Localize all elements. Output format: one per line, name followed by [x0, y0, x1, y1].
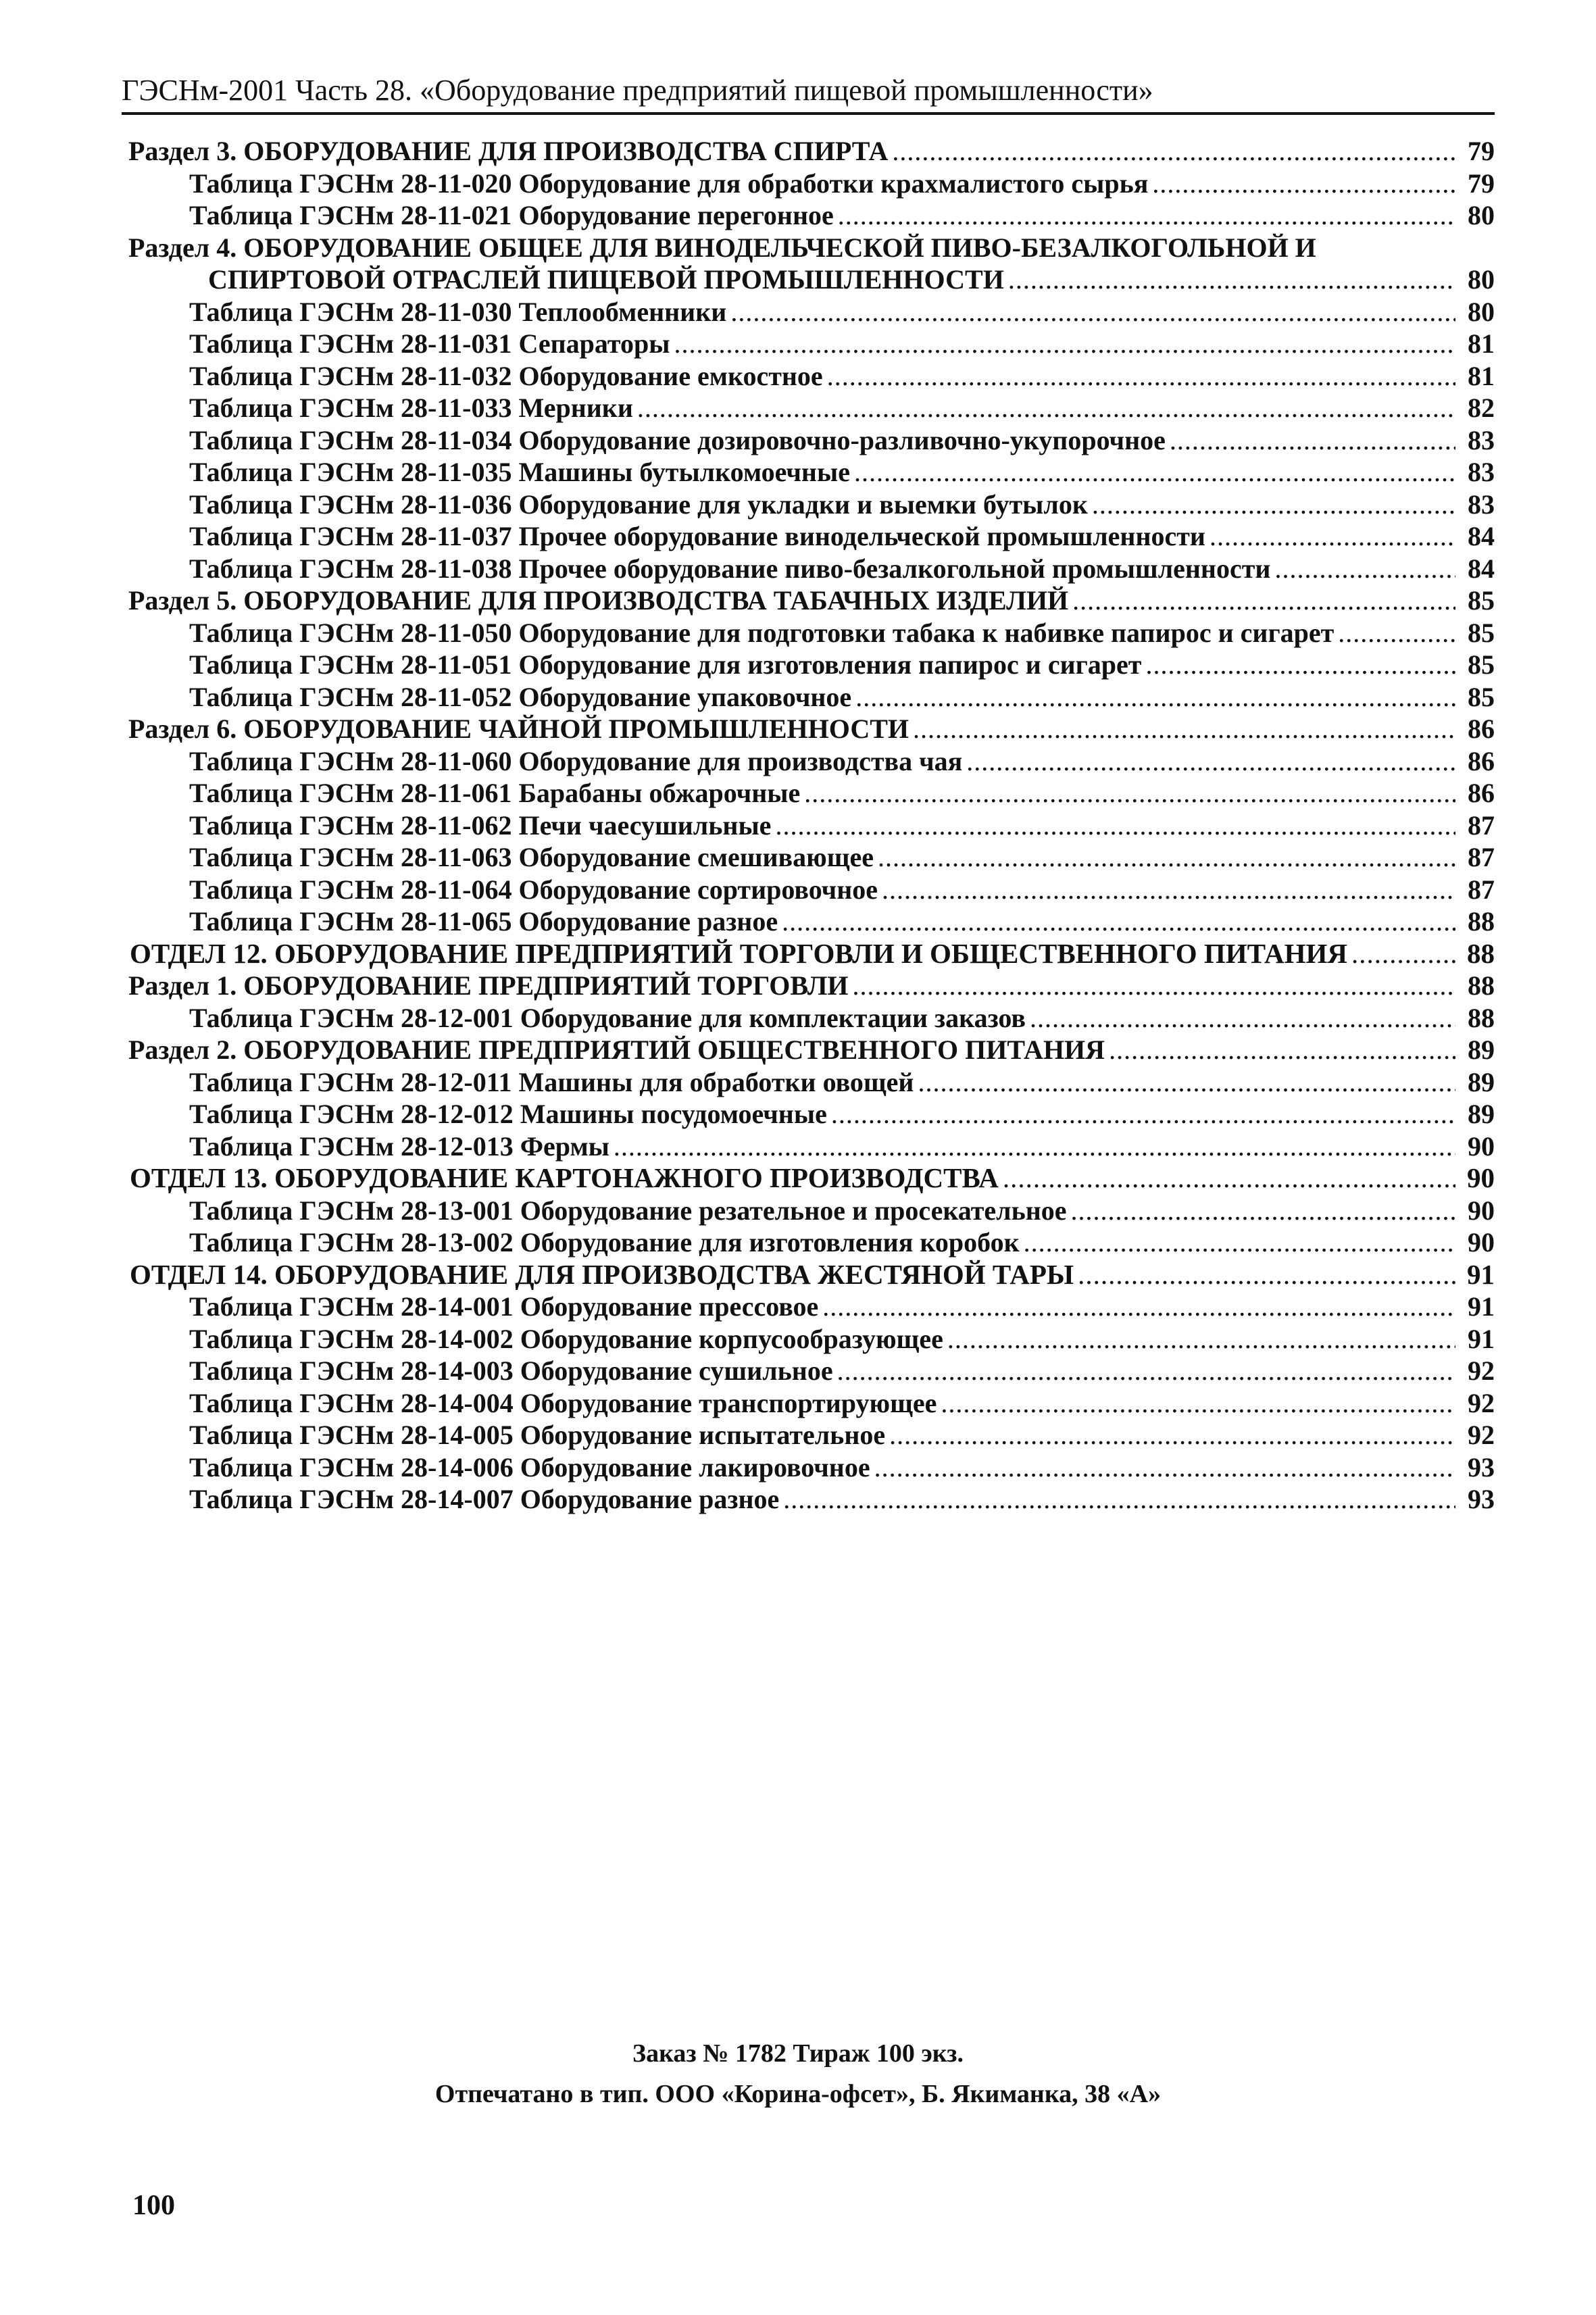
toc-page-number: 91 [1468, 1291, 1495, 1322]
toc-entry-title: Раздел 3. ОБОРУДОВАНИЕ ДЛЯ ПРОИЗВОДСТВА СПИРТА [128, 136, 889, 166]
toc-page-number: 80 [1468, 264, 1495, 295]
toc-entry-title: Раздел 6. ОБОРУДОВАНИЕ ЧАЙНОЙ ПРОМЫШЛЕННОСТИ [128, 714, 909, 744]
toc-page-number: 92 [1468, 1355, 1495, 1386]
toc-page-number: 90 [1468, 1130, 1495, 1162]
leader-dots [854, 456, 1455, 489]
header-rule [122, 112, 1495, 115]
toc-section-entry-line1[interactable]: Раздел 4. ОБОРУДОВАНИЕ ОБЩЕЕ ДЛЯ ВИНОДЕЛЬЧЕСКОЙ ПИВО-БЕЗАЛКОГОЛЬНОЙ И [128, 232, 1316, 263]
toc-page-number: 83 [1468, 489, 1495, 520]
leader-dots [1274, 553, 1455, 585]
toc-table-entry[interactable] [122, 905, 1495, 938]
toc-page-number: 85 [1468, 649, 1495, 680]
print-order-info: Заказ № 1782 Тираж 100 экз. [632, 2039, 964, 2068]
leader-dots [838, 199, 1455, 232]
toc-entry-title: ОТДЕЛ 12. ОБОРУДОВАНИЕ ПРЕДПРИЯТИЙ ТОРГОВЛИ И ОБЩЕСТВЕННОГО ПИТАНИЯ [130, 937, 1347, 969]
toc-entry-title: Таблица ГЭСНм 28-11-037 Прочее оборудование винодельческой промышленности [189, 521, 1205, 551]
toc-section-entry[interactable] [122, 713, 1495, 745]
toc-page-number: 81 [1468, 328, 1495, 359]
toc-page-number: 87 [1468, 810, 1495, 841]
toc-table-entry[interactable] [122, 1387, 1495, 1420]
toc-entry-title: Таблица ГЭСНм 28-13-002 Оборудование для изготовления коробок [189, 1227, 1020, 1258]
toc-entry-title: Таблица ГЭСНм 28-11-030 Теплообменники [189, 296, 727, 327]
toc-entry-title: Таблица ГЭСНм 28-14-007 Оборудование разное [189, 1484, 780, 1514]
toc-page-number: 89 [1468, 1035, 1495, 1065]
toc-table-entry[interactable] [122, 1483, 1495, 1516]
leader-dots [1024, 1226, 1455, 1259]
leader-dots [874, 1451, 1455, 1484]
toc-page-number: 88 [1468, 906, 1495, 937]
leader-dots [1071, 1195, 1455, 1227]
leader-dots [783, 1483, 1455, 1516]
toc-division-entry[interactable] [122, 938, 1495, 970]
printer-info: Отпечатано в тип. ООО «Корина-офсет», Б. Якиманка, 38 «А» [434, 2080, 1162, 2108]
toc-page-number: 89 [1468, 1066, 1495, 1097]
toc-table-entry[interactable] [122, 810, 1495, 842]
toc-entry-title: Таблица ГЭСНм 28-11-036 Оборудование для укладки и выемки бутылок [189, 489, 1088, 520]
leader-dots [1145, 649, 1455, 681]
toc-entry-title: Раздел 1. ОБОРУДОВАНИЕ ПРЕДПРИЯТИЙ ТОРГОВЛИ [128, 970, 849, 1001]
toc-section-entry[interactable] [122, 1034, 1495, 1066]
toc-table-entry[interactable] [122, 649, 1495, 681]
leader-dots [831, 1098, 1455, 1130]
toc-entry-title: Таблица ГЭСНм 28-12-013 Фермы [189, 1130, 609, 1162]
toc-page-number: 82 [1468, 393, 1495, 423]
toc-entry-title: Таблица ГЭСНм 28-12-012 Машины посудомоечные [189, 1099, 827, 1129]
toc-table-entry[interactable] [122, 520, 1495, 553]
toc-division-entry[interactable] [122, 1162, 1495, 1195]
leader-dots [947, 1323, 1455, 1355]
toc-table-entry[interactable] [122, 553, 1495, 585]
toc-entry-title: Таблица ГЭСНм 28-11-061 Барабаны обжарочные [189, 778, 801, 808]
toc-page-number: 84 [1468, 553, 1495, 584]
toc-entry-title: Таблица ГЭСНм 28-11-062 Печи чаесушильные [189, 810, 772, 841]
toc-table-entry[interactable] [122, 424, 1495, 457]
toc-table-entry[interactable] [122, 392, 1495, 424]
toc-page-number: 88 [1468, 1002, 1495, 1033]
toc-table-entry[interactable] [122, 360, 1495, 393]
toc-section-entry-line2[interactable] [122, 264, 1495, 296]
leader-dots [1351, 938, 1455, 970]
leader-dots [855, 681, 1455, 714]
leader-dots [966, 745, 1455, 778]
leader-dots [837, 1355, 1455, 1387]
toc-entry-title: Таблица ГЭСНм 28-11-031 Сепараторы [189, 328, 670, 359]
toc-page-number: 80 [1468, 200, 1495, 230]
leader-dots [1078, 1259, 1455, 1291]
leader-dots [637, 392, 1455, 424]
toc-entry-title: Таблица ГЭСНм 28-11-065 Оборудование разное [189, 906, 778, 937]
toc-page-number: 87 [1468, 874, 1495, 905]
toc-table-entry[interactable] [122, 681, 1495, 714]
leader-dots [1170, 424, 1455, 457]
running-header: ГЭСНм-2001 Часть 28. «Оборудование предприятий пищевой промышленности» [122, 74, 1153, 107]
leader-dots [1003, 1162, 1455, 1195]
leader-dots [853, 970, 1456, 1002]
toc-division-entry[interactable] [122, 1259, 1495, 1291]
leader-dots [804, 777, 1455, 810]
leader-dots [1109, 1034, 1455, 1066]
toc-section-entry[interactable] [122, 970, 1495, 1002]
leader-dots [913, 713, 1455, 745]
toc-table-entry[interactable] [122, 168, 1495, 200]
toc-table-entry[interactable] [122, 841, 1495, 874]
toc-table-entry[interactable] [122, 1419, 1495, 1451]
leader-dots [822, 1291, 1455, 1323]
toc-table-entry[interactable] [122, 874, 1495, 906]
toc-section-entry[interactable] [122, 584, 1495, 617]
toc-table-entry[interactable] [122, 1451, 1495, 1484]
leader-dots [892, 135, 1455, 168]
toc-table-entry[interactable] [122, 1323, 1495, 1355]
toc-table-entry[interactable] [122, 1066, 1495, 1099]
toc-table-entry[interactable] [122, 1355, 1495, 1387]
toc-entry-title: Таблица ГЭСНм 28-13-001 Оборудование резательное и просекательное [189, 1195, 1067, 1226]
toc-page-number: 92 [1468, 1387, 1495, 1418]
toc-page-number: 90 [1468, 1227, 1495, 1258]
leader-dots [730, 296, 1455, 328]
toc-table-entry[interactable] [122, 1098, 1495, 1130]
toc-table-entry[interactable] [122, 617, 1495, 649]
toc-entry-title: Таблица ГЭСНм 28-11-052 Оборудование упаковочное [189, 681, 852, 712]
toc-page-number: 86 [1468, 778, 1495, 808]
toc-entry-title: Таблица ГЭСНм 28-14-004 Оборудование транспортирующее [189, 1387, 937, 1418]
leader-dots [1030, 1002, 1455, 1035]
toc-entry-title: Таблица ГЭСНм 28-11-064 Оборудование сортировочное [189, 874, 878, 905]
toc-entry-title: Таблица ГЭСНм 28-11-034 Оборудование дозировочно-разливочно-укупорочное [189, 424, 1166, 455]
toc-page-number: 80 [1468, 296, 1495, 327]
toc-entry-title: Таблица ГЭСНм 28-11-051 Оборудование для изготовления папирос и сигарет [189, 649, 1142, 680]
leader-dots [1008, 264, 1455, 296]
toc-table-entry[interactable] [122, 777, 1495, 810]
toc-table-entry[interactable] [122, 199, 1495, 232]
toc-table-entry[interactable] [122, 1002, 1495, 1035]
leader-dots [1092, 489, 1455, 521]
toc-entry-title: Таблица ГЭСНм 28-11-033 Мерники [189, 393, 633, 423]
toc-page-number: 79 [1468, 136, 1495, 166]
toc-entry-title: Раздел 2. ОБОРУДОВАНИЕ ПРЕДПРИЯТИЙ ОБЩЕСТВЕННОГО ПИТАНИЯ [128, 1035, 1105, 1065]
toc-page-number: 81 [1468, 360, 1495, 391]
toc-table-entry[interactable] [122, 745, 1495, 778]
toc-table-entry[interactable] [122, 1195, 1495, 1227]
toc-entry-title: Раздел 5. ОБОРУДОВАНИЕ ДЛЯ ПРОИЗВОДСТВА ТАБАЧНЫХ ИЗДЕЛИЙ [128, 585, 1069, 616]
toc-page-number: 85 [1468, 585, 1495, 616]
toc-page-number: 84 [1468, 521, 1495, 551]
toc-entry-title: Таблица ГЭСНм 28-11-032 Оборудование емкостное [189, 360, 823, 391]
toc-entry-title: Таблица ГЭСНм 28-11-050 Оборудование для подготовки табака к набивке папирос и сигарет [189, 617, 1335, 648]
page-number: 100 [132, 2190, 175, 2221]
toc-page-number: 92 [1468, 1420, 1495, 1450]
toc-table-entry[interactable] [122, 296, 1495, 328]
toc-page-number: 86 [1468, 714, 1495, 744]
toc-entry-title: Таблица ГЭСНм 28-11-021 Оборудование перегонное [189, 200, 834, 230]
toc-page-number: 83 [1468, 457, 1495, 487]
toc-page-number: 89 [1468, 1099, 1495, 1129]
leader-dots [1210, 520, 1455, 553]
toc-entry-title: Таблица ГЭСНм 28-14-001 Оборудование прессовое [189, 1291, 819, 1322]
toc-page-number: 90 [1467, 1162, 1495, 1193]
toc-table-entry[interactable] [122, 1291, 1495, 1323]
leader-dots [775, 810, 1455, 842]
toc-entry-title: Таблица ГЭСНм 28-14-003 Оборудование сушильное [189, 1355, 833, 1386]
leader-dots [614, 1130, 1455, 1163]
toc-table-entry[interactable] [122, 1226, 1495, 1259]
leader-dots [1072, 584, 1455, 617]
toc-page-number: 93 [1468, 1484, 1495, 1514]
toc-entry-title: ОТДЕЛ 13. ОБОРУДОВАНИЕ КАРТОНАЖНОГО ПРОИЗВОДСТВА [130, 1162, 999, 1193]
toc-page-number: 91 [1468, 1323, 1495, 1354]
toc-page-number: 79 [1468, 168, 1495, 199]
toc-entry-title: Таблица ГЭСНм 28-14-002 Оборудование корпусообразующее [189, 1323, 943, 1354]
toc-entry-title: Таблица ГЭСНм 28-11-020 Оборудование для обработки крахмалистого сырья [189, 168, 1149, 199]
toc-table-entry[interactable] [122, 328, 1495, 360]
toc-page-number: 85 [1468, 681, 1495, 712]
toc-table-entry[interactable] [122, 489, 1495, 521]
toc-page-number: 85 [1468, 617, 1495, 648]
toc-entry-title: Таблица ГЭСНм 28-11-063 Оборудование смешивающее [189, 842, 874, 872]
toc-page-number: 91 [1467, 1258, 1495, 1290]
toc-entry-title: Таблица ГЭСНм 28-14-005 Оборудование испытательное [189, 1420, 886, 1450]
toc-entry-title: Таблица ГЭСНм 28-11-038 Прочее оборудование пиво-безалкогольной промышленности [189, 553, 1271, 584]
table-of-contents [122, 135, 1495, 1516]
leader-dots [889, 1419, 1455, 1451]
toc-page-number: 90 [1468, 1195, 1495, 1226]
toc-page-number: 88 [1468, 970, 1495, 1001]
toc-entry-title: Таблица ГЭСНм 28-14-006 Оборудование лакировочное [189, 1451, 870, 1483]
toc-page-number: 86 [1468, 745, 1495, 776]
leader-dots [827, 360, 1455, 393]
toc-page-number: 88 [1467, 937, 1495, 969]
leader-dots [941, 1387, 1455, 1420]
leader-dots [1338, 617, 1455, 649]
toc-entry-title: Таблица ГЭСНм 28-12-001 Оборудование для комплектации заказов [189, 1002, 1026, 1033]
toc-entry-title: Таблица ГЭСНм 28-11-060 Оборудование для производства чая [189, 745, 963, 776]
toc-page-number: 93 [1468, 1451, 1495, 1483]
leader-dots [1152, 168, 1455, 200]
toc-entry-title: Таблица ГЭСНм 28-11-035 Машины бутылкомоечные [189, 457, 850, 487]
toc-page-number: 87 [1468, 842, 1495, 872]
toc-entry-title: Таблица ГЭСНм 28-12-011 Машины для обработки овощей [189, 1066, 914, 1097]
leader-dots [882, 874, 1455, 906]
toc-entry-title: СПИРТОВОЙ ОТРАСЛЕЙ ПИЩЕВОЙ ПРОМЫШЛЕННОСТИ [208, 264, 1004, 295]
leader-dots [674, 328, 1455, 360]
toc-table-entry[interactable] [122, 1130, 1495, 1163]
leader-dots [918, 1066, 1455, 1099]
toc-page-number: 83 [1468, 424, 1495, 455]
toc-section-entry[interactable] [122, 135, 1495, 168]
toc-table-entry[interactable] [122, 456, 1495, 489]
toc-entry-title: ОТДЕЛ 14. ОБОРУДОВАНИЕ ДЛЯ ПРОИЗВОДСТВА ЖЕСТЯНОЙ ТАРЫ [130, 1258, 1074, 1290]
leader-dots [878, 841, 1455, 874]
leader-dots [782, 905, 1455, 938]
